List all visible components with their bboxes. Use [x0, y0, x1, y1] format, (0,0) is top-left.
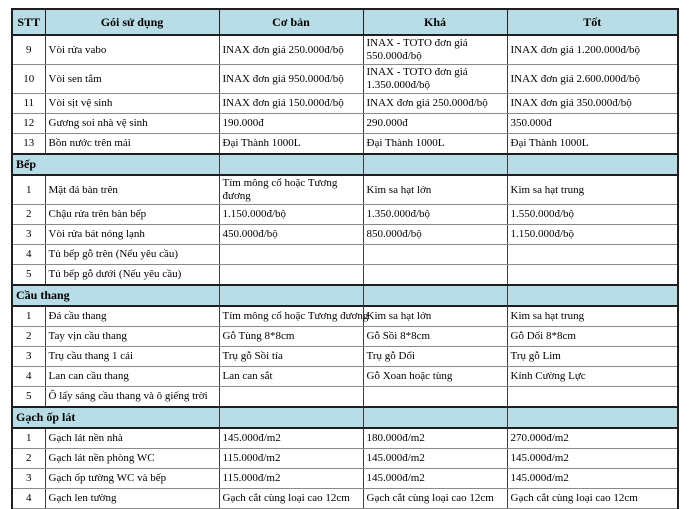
cell-item-name: Vòi rửa bát nóng lạnh — [45, 225, 219, 245]
cell-kha: INAX - TOTO đơn giá 550.000đ/bộ — [363, 35, 507, 65]
cell-item-name: Gương soi nhà vệ sinh — [45, 114, 219, 134]
cell-kha: Đại Thành 1000L — [363, 134, 507, 155]
cell-item-name: Gạch len tường — [45, 489, 219, 509]
table-row — [12, 245, 678, 265]
table-row — [12, 306, 678, 327]
cell-co-ban: Tím mông cổ hoặc Tương đương — [219, 175, 363, 205]
cell-tot: Trụ gỗ Lim — [507, 347, 678, 367]
section-label: Bếp — [12, 154, 219, 175]
cell-stt: 3 — [12, 469, 45, 489]
column-header-tot: Tốt — [507, 9, 678, 35]
cell-stt: 1 — [12, 306, 45, 327]
cell-tot: 350.000đ — [507, 114, 678, 134]
cell-kha: 1.350.000đ/bộ — [363, 205, 507, 225]
table-row — [12, 94, 678, 114]
cell-kha — [363, 387, 507, 408]
cell-tot: 145.000đ/m2 — [507, 449, 678, 469]
section-empty-cell — [507, 407, 678, 428]
cell-co-ban: INAX đơn giá 250.000đ/bộ — [219, 35, 363, 65]
table-row — [12, 175, 678, 205]
cell-tot — [507, 387, 678, 408]
section-label: Cầu thang — [12, 285, 219, 306]
cell-co-ban — [219, 265, 363, 286]
cell-item-name: Vòi rửa vabo — [45, 35, 219, 65]
column-header-co-ban: Cơ bản — [219, 9, 363, 35]
cell-kha: Kim sa hạt lớn — [363, 306, 507, 327]
cell-kha: Trụ gỗ Dổi — [363, 347, 507, 367]
cell-kha — [363, 265, 507, 286]
cell-tot: Kính Cường Lực — [507, 367, 678, 387]
cell-item-name: Gạch ốp tường WC và bếp — [45, 469, 219, 489]
cell-co-ban: 145.000đ/m2 — [219, 428, 363, 449]
column-header-kha: Khá — [363, 9, 507, 35]
cell-item-name: Ô lấy sáng cầu thang và ô giếng trời — [45, 387, 219, 408]
cell-tot: 1.550.000đ/bộ — [507, 205, 678, 225]
cell-stt: 11 — [12, 94, 45, 114]
table-row — [12, 428, 678, 449]
cell-tot: INAX đơn giá 350.000đ/bộ — [507, 94, 678, 114]
cell-tot — [507, 245, 678, 265]
table-row — [12, 114, 678, 134]
section-empty-cell — [363, 285, 507, 306]
table-row — [12, 327, 678, 347]
cell-kha: 180.000đ/m2 — [363, 428, 507, 449]
cell-co-ban: Lan can sắt — [219, 367, 363, 387]
cell-stt: 10 — [12, 65, 45, 94]
header-row — [12, 9, 678, 35]
cell-tot: Đại Thành 1000L — [507, 134, 678, 155]
cell-tot: 145.000đ/m2 — [507, 469, 678, 489]
cell-tot: Kim sa hạt trung — [507, 175, 678, 205]
cell-item-name: Tủ bếp gỗ dưới (Nếu yêu cầu) — [45, 265, 219, 286]
table-row — [12, 387, 678, 408]
table-row — [12, 225, 678, 245]
cell-co-ban: INAX đơn giá 950.000đ/bộ — [219, 65, 363, 94]
cell-co-ban: 115.000đ/m2 — [219, 449, 363, 469]
table-row — [12, 347, 678, 367]
section-empty-cell — [507, 285, 678, 306]
cell-stt: 13 — [12, 134, 45, 155]
cell-tot — [507, 265, 678, 286]
cell-kha: 145.000đ/m2 — [363, 469, 507, 489]
section-empty-cell — [363, 154, 507, 175]
table-row — [12, 265, 678, 286]
cell-co-ban: 115.000đ/m2 — [219, 469, 363, 489]
cell-kha — [363, 245, 507, 265]
section-empty-cell — [363, 407, 507, 428]
cell-co-ban: INAX đơn giá 150.000đ/bộ — [219, 94, 363, 114]
section-empty-cell — [219, 154, 363, 175]
cell-stt: 1 — [12, 175, 45, 205]
cell-kha: Kim sa hạt lớn — [363, 175, 507, 205]
cell-stt: 3 — [12, 225, 45, 245]
section-empty-cell — [219, 285, 363, 306]
cell-kha: 290.000đ — [363, 114, 507, 134]
cell-kha: Gỗ Sồi 8*8cm — [363, 327, 507, 347]
cell-stt: 5 — [12, 265, 45, 286]
cell-co-ban: 1.150.000đ/bộ — [219, 205, 363, 225]
section-row — [12, 285, 678, 306]
cell-kha: Gỗ Xoan hoặc tùng — [363, 367, 507, 387]
cell-tot: Gạch cắt cùng loại cao 12cm — [507, 489, 678, 509]
section-row — [12, 154, 678, 175]
cell-tot: 1.150.000đ/bộ — [507, 225, 678, 245]
cell-co-ban: Trụ gỗ Sồi tía — [219, 347, 363, 367]
cell-item-name: Trụ cầu thang 1 cái — [45, 347, 219, 367]
section-row — [12, 407, 678, 428]
cell-co-ban: Tím mông cổ hoặc Tương đương — [219, 306, 363, 327]
pricing-table — [11, 8, 679, 509]
cell-stt: 12 — [12, 114, 45, 134]
cell-co-ban: Đại Thành 1000L — [219, 134, 363, 155]
cell-stt: 4 — [12, 489, 45, 509]
table-row — [12, 367, 678, 387]
cell-co-ban: Gỗ Tùng 8*8cm — [219, 327, 363, 347]
cell-item-name: Lan can cầu thang — [45, 367, 219, 387]
table-row — [12, 35, 678, 65]
cell-stt: 4 — [12, 367, 45, 387]
cell-item-name: Đá cầu thang — [45, 306, 219, 327]
section-label: Gạch ốp lát — [12, 407, 219, 428]
section-empty-cell — [507, 154, 678, 175]
cell-item-name: Bồn nước trên mái — [45, 134, 219, 155]
cell-co-ban: 450.000đ/bộ — [219, 225, 363, 245]
cell-tot: Kim sa hạt trung — [507, 306, 678, 327]
cell-stt: 5 — [12, 387, 45, 408]
table-row — [12, 205, 678, 225]
cell-stt: 2 — [12, 449, 45, 469]
table-row — [12, 65, 678, 94]
table-row — [12, 469, 678, 489]
cell-kha: INAX đơn giá 250.000đ/bộ — [363, 94, 507, 114]
table-row — [12, 134, 678, 155]
cell-item-name: Vòi sịt vệ sinh — [45, 94, 219, 114]
cell-co-ban — [219, 245, 363, 265]
cell-kha: 145.000đ/m2 — [363, 449, 507, 469]
cell-tot: INAX đơn giá 1.200.000đ/bộ — [507, 35, 678, 65]
table-row — [12, 489, 678, 509]
cell-stt: 2 — [12, 205, 45, 225]
cell-tot: Gỗ Dổi 8*8cm — [507, 327, 678, 347]
cell-item-name: Tay vịn cầu thang — [45, 327, 219, 347]
cell-co-ban — [219, 387, 363, 408]
cell-kha: Gạch cắt cùng loại cao 12cm — [363, 489, 507, 509]
table-row — [12, 449, 678, 469]
cell-item-name: Chậu rửa trên bàn bếp — [45, 205, 219, 225]
column-header-stt: STT — [12, 9, 45, 35]
cell-stt: 3 — [12, 347, 45, 367]
cell-stt: 2 — [12, 327, 45, 347]
column-header-goi-su-dung: Gói sử dụng — [45, 9, 219, 35]
cell-item-name: Gạch lát nền phòng WC — [45, 449, 219, 469]
cell-item-name: Tủ bếp gỗ trên (Nếu yêu cầu) — [45, 245, 219, 265]
cell-co-ban: 190.000đ — [219, 114, 363, 134]
table-body — [12, 35, 678, 509]
cell-item-name: Gạch lát nền nhà — [45, 428, 219, 449]
cell-stt: 4 — [12, 245, 45, 265]
cell-kha: 850.000đ/bộ — [363, 225, 507, 245]
cell-item-name: Mặt đá bàn trên — [45, 175, 219, 205]
cell-stt: 1 — [12, 428, 45, 449]
cell-tot: INAX đơn giá 2.600.000đ/bộ — [507, 65, 678, 94]
cell-tot: 270.000đ/m2 — [507, 428, 678, 449]
cell-stt: 9 — [12, 35, 45, 65]
cell-item-name: Vòi sen tắm — [45, 65, 219, 94]
cell-kha: INAX - TOTO đơn giá 1.350.000đ/bộ — [363, 65, 507, 94]
section-empty-cell — [219, 407, 363, 428]
cell-co-ban: Gạch cắt cùng loại cao 12cm — [219, 489, 363, 509]
